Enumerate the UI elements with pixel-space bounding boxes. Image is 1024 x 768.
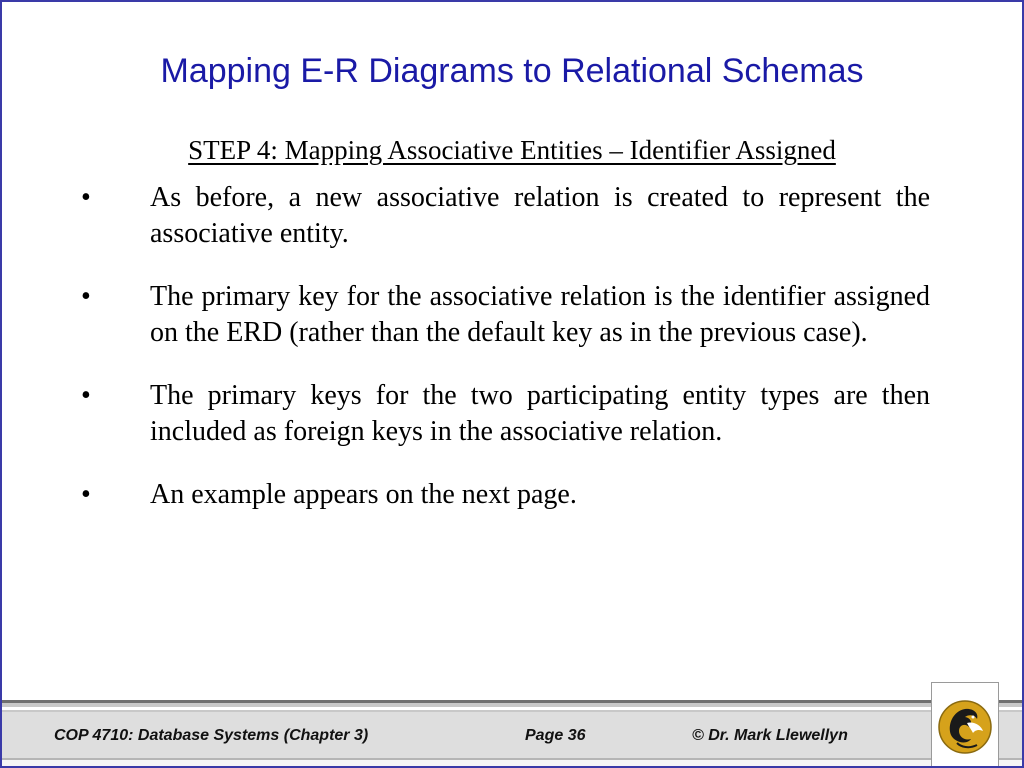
bullet-text: The primary key for the associative relation is the identifier assigned on the ERD (rather than the default key as in the previous case).	[150, 281, 930, 348]
slide-title: Mapping E-R Diagrams to Relational Schemas	[160, 52, 864, 90]
footer-page-number: Page 36	[525, 727, 586, 744]
bullet-icon: •	[81, 182, 91, 213]
bullet-list	[2, 180, 1022, 540]
bullet-item	[2, 477, 1022, 513]
bullet-text: The primary keys for the two participating entity types are then included as foreign keys in the associative relation.	[150, 380, 930, 447]
slide-subtitle: STEP 4: Mapping Associative Entities – Identifier Assigned	[188, 135, 836, 165]
logo-box	[931, 682, 999, 768]
bullet-text: An example appears on the next page.	[150, 479, 577, 510]
bullet-item	[2, 279, 1022, 351]
bullet-icon: •	[81, 380, 91, 411]
footer-author: © Dr. Mark Llewellyn	[692, 727, 848, 744]
bullet-item	[2, 180, 1022, 252]
bullet-text: As before, a new associative relation is created to represent the associative entity.	[150, 182, 930, 249]
bullet-icon: •	[81, 281, 91, 312]
bullet-icon: •	[81, 479, 91, 510]
footer-course: COP 4710: Database Systems (Chapter 3)	[54, 727, 369, 744]
pegasus-logo-icon	[937, 697, 993, 757]
bullet-item	[2, 378, 1022, 450]
